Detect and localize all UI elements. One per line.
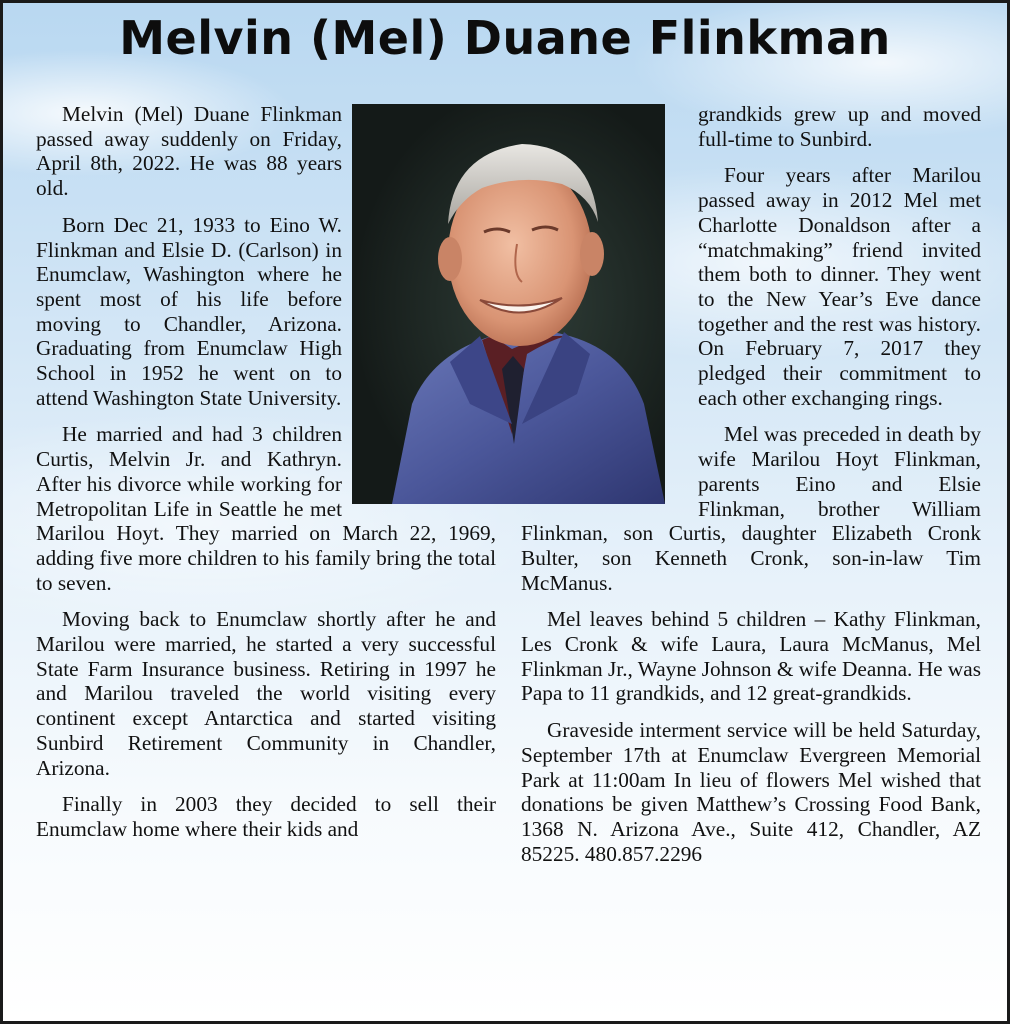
- paragraph-charlotte: Four years after Marilou passed away in 2012 Mel met Charlotte Donaldson after a “matchmaking” friend invited them both to dinner. They went to the New Year’s Eve dance together and the rest was history. On February 7, 2017 they pledged their commitment to each other exchanging rings.: [698, 163, 981, 410]
- paragraph-career: Moving back to Enumclaw shortly after he and Marilou were married, he started a very successful State Farm Insurance business. Retiring in 1997 he and Marilou traveled the world visiting every continent except Antarctica and started visiting Sunbird Retirement Community in Chandler, Arizona.: [36, 607, 496, 780]
- paragraph-death-notice: Melvin (Mel) Duane Flinkman passed away suddenly on Friday, April 8th, 2022. He was 88 years old.: [36, 102, 342, 201]
- paragraph-birth: Born Dec 21, 1933 to Eino W. Flinkman and Elsie D. (Carlson) in Enumclaw, Washington where he spent most of his life before moving to Chandler, Arizona. Graduating from Enumclaw High School in 1952 he went on to attend Washington State University.: [36, 212, 342, 410]
- photo-spacer: [521, 102, 692, 514]
- obituary-title: Melvin (Mel) Duane Flinkman: [119, 11, 891, 65]
- photo-spacer: [350, 102, 496, 512]
- paragraph-continuation: grandkids grew up and moved full-time to Sunbird.: [698, 102, 981, 151]
- right-column: [521, 102, 981, 878]
- paragraph-preceded: Mel was preceded in death by wife Marilou Hoyt Flinkman, parents Eino and Elsie Flinkman, brother William Flinkman, son Curtis, daughter Elizabeth Cronk Bulter, son Kenneth Cronk, son-in-law Tim McManus.: [521, 422, 981, 595]
- paragraph-service: Graveside interment service will be held Saturday, September 17th at Enumclaw Evergreen Memorial Park at 11:00am In lieu of flowers Mel wished that donations be given Matthew’s Crossing Food Bank, 1368 N. Arizona Ave., Suite 412, Chandler, AZ 85225. 480.857.2296: [521, 718, 981, 866]
- paragraph-move: Finally in 2003 they decided to sell their Enumclaw home where their kids and: [36, 792, 496, 841]
- paragraph-survivors: Mel leaves behind 5 children – Kathy Flinkman, Les Cronk & wife Laura, Laura McManus, Mel Flinkman Jr., Wayne Johnson & wife Deanna. He was Papa to 11 grandkids, and 12 great-grandkids.: [521, 607, 981, 706]
- left-column: [36, 102, 496, 854]
- paragraph-family: He married and had 3 children Curtis, Melvin Jr. and Kathryn. After his divorce while working for Metropolitan Life in Seattle he met Marilou Hoyt. They married on March 22, 1969, adding five more children to his family bring the total to seven.: [36, 422, 496, 595]
